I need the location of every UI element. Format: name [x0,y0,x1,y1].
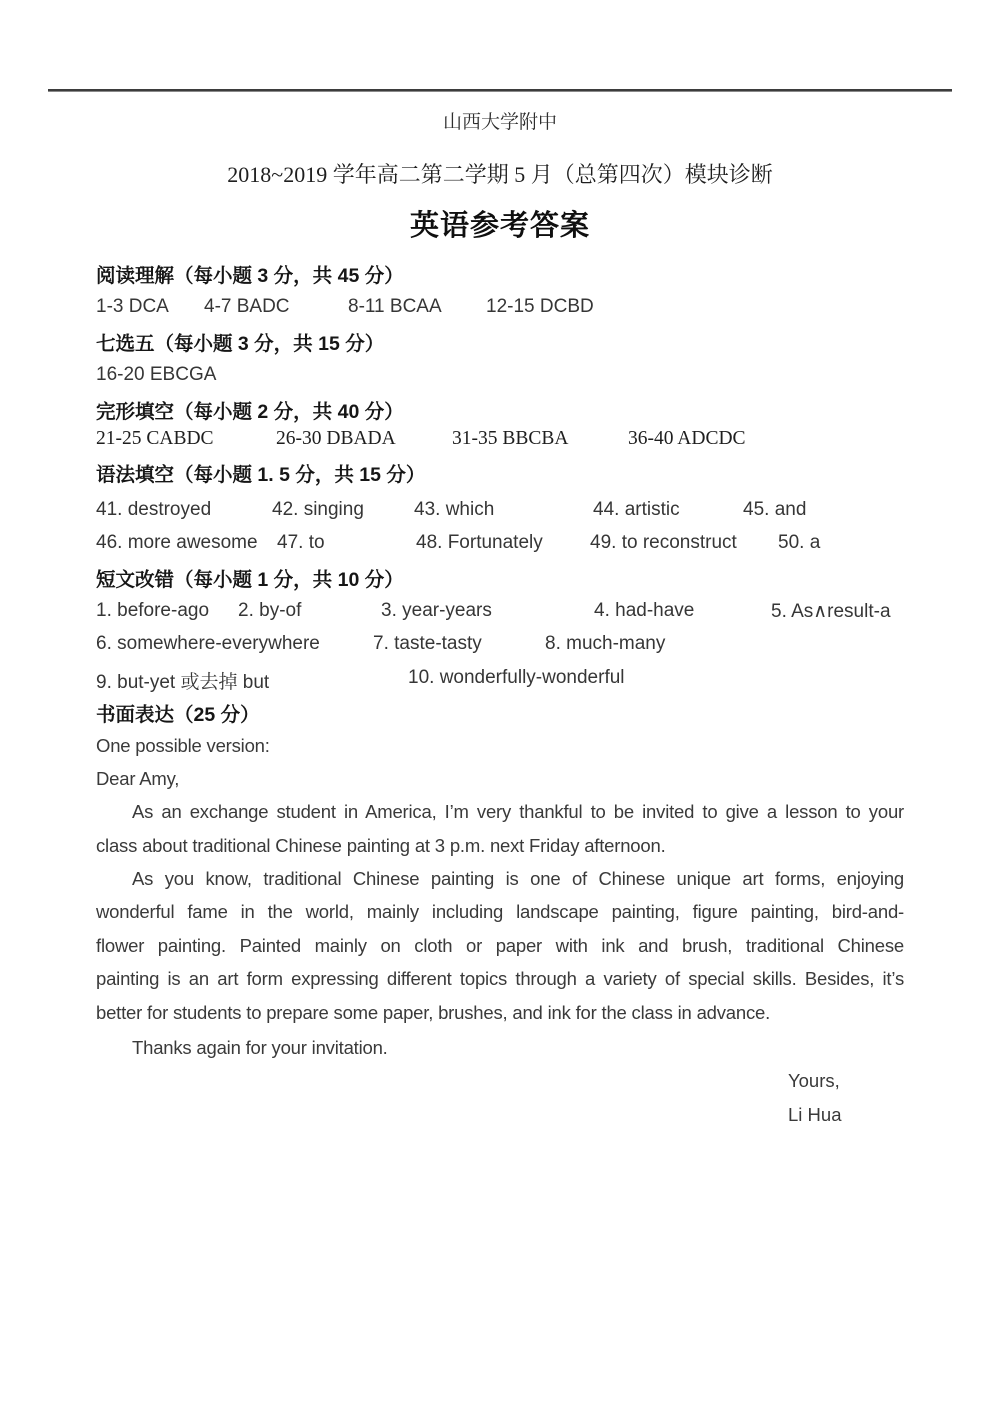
letter-line: painting is an art form expressing different topics through a variety of special skills. Besides, it’s [96,968,904,989]
answer-item: 21-25 CABDC [96,428,214,449]
reading-answers-row [96,296,908,322]
grammar-fill-answers-row-1 [96,499,908,525]
answer-item: 1-3 DCA [96,296,169,317]
answer-item: 10. wonderfully-wonderful [408,667,625,688]
answer-item: 45. and [743,499,807,520]
answer-item: 49. to reconstruct [590,532,737,553]
header-rule [48,89,952,92]
answer-item: 43. which [414,499,495,520]
answer-item: 46. more awesome [96,532,258,553]
answer-item: 47. to [277,532,325,553]
answer-item: 42. singing [272,499,364,520]
answer-item: 44. artistic [593,499,680,520]
answer-key-title: 英语参考答案 [409,210,590,242]
letter-line: flower painting. Painted mainly on cloth or paper with ink and brush, traditional Chinese [96,935,904,956]
answer-item: 3. year-years [381,600,492,621]
seven-choose-five-answers-row [96,364,908,390]
section-heading-grammar-fill: 语法填空（每小题 1. 5 分，共 15 分） [96,464,426,486]
answer-item: 26-30 DBADA [276,428,396,449]
answer-item: 8. much-many [545,633,666,654]
answer-item: 36-40 ADCDC [628,428,746,449]
answer-item: 4. had-have [594,600,695,621]
answer-item: 31-35 BBCBA [452,428,569,449]
writing-intro: One possible version: [96,735,270,756]
letter-line: class about traditional Chinese painting at 3 p.m. next Friday afternoon. [96,835,666,856]
answer-item: 8-11 BCAA [348,296,442,317]
answer-item: 16-20 EBCGA [96,364,217,385]
answer-item: 9. but-yet 或去掉 but [96,672,270,693]
letter-line: wonderful fame in the world, mainly including landscape painting, figure painting, bird-and- [96,901,904,922]
letter-line: As you know, traditional Chinese painting is one of Chinese unique art forms, enjoying [132,868,904,889]
answer-item: 4-7 BADC [204,296,290,317]
error-correction-answers-row-2 [96,633,908,659]
section-heading-seven-choose-five: 七选五（每小题 3 分，共 15 分） [96,333,385,355]
section-heading-writing: 书面表达（25 分） [96,704,260,726]
answer-item: 41. destroyed [96,499,212,520]
answer-item: 6. somewhere-everywhere [96,633,320,654]
letter-salutation: Dear Amy, [96,768,180,789]
answer-item: 48. Fortunately [416,532,543,553]
section-heading-cloze: 完形填空（每小题 2 分，共 40 分） [96,401,404,423]
grammar-fill-answers-row-2 [96,532,908,558]
section-heading-error-correction: 短文改错（每小题 1 分，共 10 分） [96,569,404,591]
cloze-answers-row [96,428,908,454]
answer-item: 50. a [778,532,821,553]
letter-signature: Li Hua [788,1104,842,1125]
letter-valediction: Yours, [788,1070,840,1091]
section-heading-reading: 阅读理解（每小题 3 分，共 45 分） [96,265,404,287]
school-name: 山西大学附中 [442,112,557,133]
answer-item: 5. As∧result-a [771,601,891,622]
answer-item: 1. before-ago [96,600,210,621]
error-correction-answers-row-3 [96,667,908,693]
letter-line: As an exchange student in America, I’m very thankful to be invited to give a lesson to your [132,801,904,822]
letter-line: better for students to prepare some paper, brushes, and ink for the class in advance. [96,1002,771,1023]
answer-item: 12-15 DCBD [486,296,594,317]
answer-item: 2. by-of [238,600,302,621]
exam-title: 2018~2019 学年高二第二学期 5 月（总第四次）模块诊断 [227,162,773,187]
error-correction-answers-row-1 [96,600,908,626]
letter-closing-line: Thanks again for your invitation. [132,1037,388,1058]
answer-item: 7. taste-tasty [373,633,482,654]
